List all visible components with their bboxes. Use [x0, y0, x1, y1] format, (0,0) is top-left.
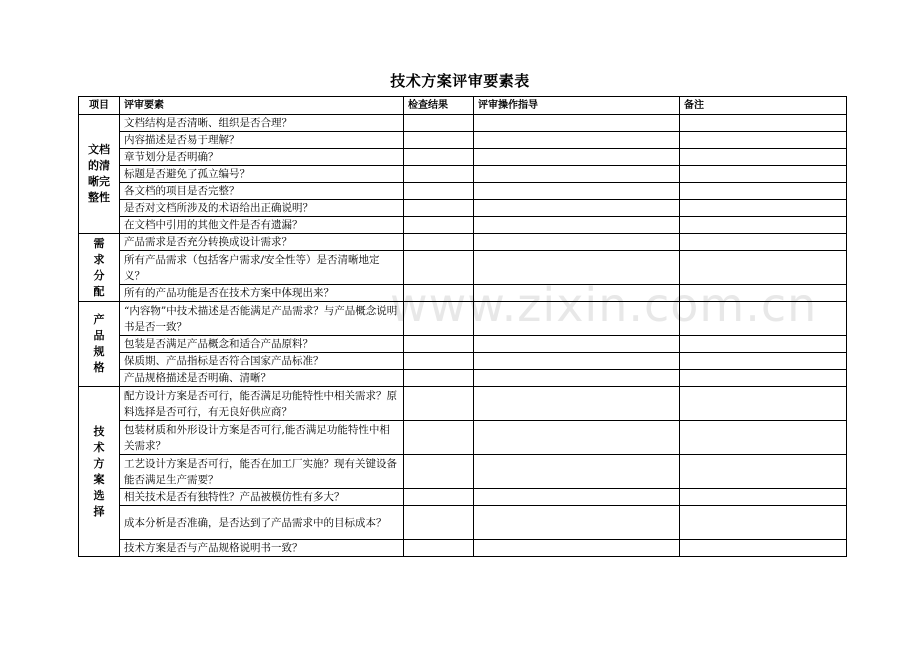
result-cell [404, 506, 474, 540]
table-row [79, 115, 847, 132]
result-cell [404, 489, 474, 506]
guide-cell [474, 285, 680, 302]
guide-cell [474, 183, 680, 200]
guide-cell [474, 455, 680, 489]
review-item: 产品需求是否充分转换成设计需求？ [120, 234, 404, 251]
result-cell [404, 200, 474, 217]
remark-cell [680, 506, 847, 540]
review-item: “内容物”中技术描述是否能满足产品需求？与产品概念说明书是否一致？ [120, 302, 404, 336]
result-cell [404, 132, 474, 149]
table-row [79, 455, 847, 489]
guide-cell [474, 166, 680, 183]
guide-cell [474, 217, 680, 234]
guide-cell [474, 540, 680, 557]
result-cell [404, 302, 474, 336]
category-tech-selection: 技 术 方 案 选 择 [79, 387, 120, 557]
remark-cell [680, 353, 847, 370]
table-row [79, 540, 847, 557]
table-row [79, 285, 847, 302]
review-item: 产品规格描述是否明确、清晰？ [120, 370, 404, 387]
header-result: 检查结果 [404, 97, 474, 115]
result-cell [404, 183, 474, 200]
guide-cell [474, 132, 680, 149]
review-item: 章节划分是否明确？ [120, 149, 404, 166]
result-cell [404, 336, 474, 353]
table-row [79, 302, 847, 336]
table-row [79, 506, 847, 540]
table-row [79, 489, 847, 506]
result-cell [404, 115, 474, 132]
guide-cell [474, 421, 680, 455]
category-product-spec: 产 品 规 格 [79, 302, 120, 387]
review-table [78, 96, 847, 557]
page-title: 技术方案评审要素表 [390, 72, 530, 90]
result-cell [404, 251, 474, 285]
table-row [79, 251, 847, 285]
remark-cell [680, 183, 847, 200]
guide-cell [474, 200, 680, 217]
result-cell [404, 421, 474, 455]
remark-cell [680, 302, 847, 336]
guide-cell [474, 506, 680, 540]
remark-cell [680, 421, 847, 455]
result-cell [404, 217, 474, 234]
review-item: 是否对文档所涉及的术语给出正确说明？ [120, 200, 404, 217]
result-cell [404, 285, 474, 302]
guide-cell [474, 489, 680, 506]
remark-cell [680, 234, 847, 251]
guide-cell [474, 234, 680, 251]
review-item: 包装是否满足产品概念和适合产品原料？ [120, 336, 404, 353]
remark-cell [680, 200, 847, 217]
result-cell [404, 353, 474, 370]
table-row [79, 336, 847, 353]
remark-cell [680, 251, 847, 285]
table-row [79, 421, 847, 455]
remark-cell [680, 540, 847, 557]
remark-cell [680, 115, 847, 132]
remark-cell [680, 149, 847, 166]
review-item: 各文档的项目是否完整？ [120, 183, 404, 200]
remark-cell [680, 132, 847, 149]
guide-cell [474, 302, 680, 336]
table-row [79, 217, 847, 234]
remark-cell [680, 455, 847, 489]
review-item: 工艺设计方案是否可行，能否在加工厂实施？现有关键设备能否满足生产需要？ [120, 455, 404, 489]
guide-cell [474, 353, 680, 370]
watermark: www.zixin.com.cn [390, 278, 818, 332]
result-cell [404, 370, 474, 387]
category-requirement-allocation: 需 求 分 配 [79, 234, 120, 302]
table-row [79, 166, 847, 183]
review-item: 内容描述是否易于理解？ [120, 132, 404, 149]
result-cell [404, 149, 474, 166]
result-cell [404, 387, 474, 421]
review-item: 保质期、产品指标是否符合国家产品标准？ [120, 353, 404, 370]
header-project: 项目 [79, 97, 120, 115]
table-row [79, 183, 847, 200]
remark-cell [680, 387, 847, 421]
result-cell [404, 540, 474, 557]
review-item: 所有产品需求（包括客户需求/安全性等）是否清晰地定义？ [120, 251, 404, 285]
review-item: 配方设计方案是否可行，能否满足功能特性中相关需求？原料选择是否可行，有无良好供应商？ [120, 387, 404, 421]
guide-cell [474, 115, 680, 132]
review-item: 文档结构是否清晰、组织是否合理？ [120, 115, 404, 132]
table-row [79, 353, 847, 370]
remark-cell [680, 336, 847, 353]
review-item: 成本分析是否准确，是否达到了产品需求中的目标成本？ [120, 506, 404, 540]
table-header-row [79, 97, 847, 115]
header-guide: 评审操作指导 [474, 97, 680, 115]
result-cell [404, 234, 474, 251]
remark-cell [680, 217, 847, 234]
remark-cell [680, 370, 847, 387]
remark-cell [680, 166, 847, 183]
guide-cell [474, 149, 680, 166]
guide-cell [474, 336, 680, 353]
result-cell [404, 455, 474, 489]
result-cell [404, 166, 474, 183]
review-item: 所有的产品功能是否在技术方案中体现出来？ [120, 285, 404, 302]
category-doc-clarity: 文档 的清 晰完 整性 [79, 115, 120, 234]
remark-cell [680, 285, 847, 302]
header-element: 评审要素 [120, 97, 404, 115]
review-item: 包装材质和外形设计方案是否可行,能否满足功能特性中相关需求？ [120, 421, 404, 455]
review-item: 技术方案是否与产品规格说明书一致？ [120, 540, 404, 557]
review-item: 在文档中引用的其他文件是否有遗漏？ [120, 217, 404, 234]
guide-cell [474, 387, 680, 421]
guide-cell [474, 251, 680, 285]
review-item: 相关技术是否有独特性？产品被模仿性有多大？ [120, 489, 404, 506]
table-row [79, 200, 847, 217]
table-row [79, 370, 847, 387]
remark-cell [680, 489, 847, 506]
table-row [79, 149, 847, 166]
table-row [79, 132, 847, 149]
header-remark: 备注 [680, 97, 847, 115]
review-item: 标题是否避免了孤立编号？ [120, 166, 404, 183]
table-row [79, 234, 847, 251]
guide-cell [474, 370, 680, 387]
table-row [79, 387, 847, 421]
